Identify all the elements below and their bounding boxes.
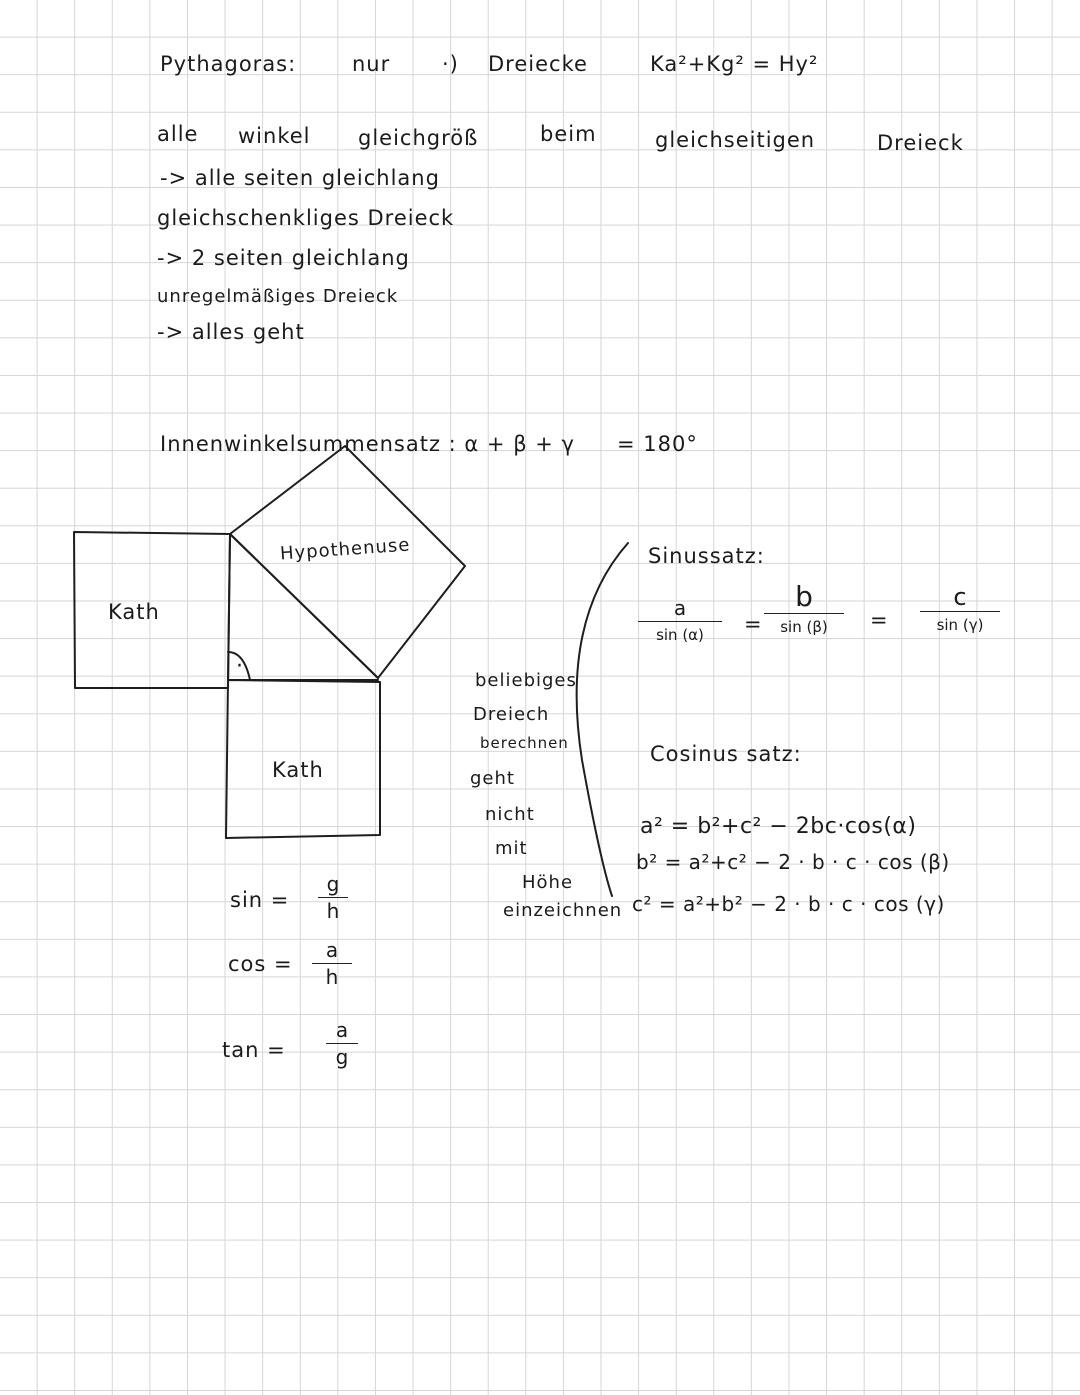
kath-bottom-label: Kath — [272, 758, 324, 782]
right-angle-dot: · — [236, 654, 244, 679]
sinussatz-c-fraction — [920, 584, 1000, 637]
equilateral-alle: alle — [157, 122, 199, 146]
sinussatz-b-num: b — [795, 580, 813, 613]
sinussatz-b-fraction — [764, 582, 844, 639]
equilateral-gleichgross: gleichgröß — [358, 126, 479, 150]
equilateral-detail: -> alle seiten gleichlang — [160, 166, 440, 190]
equilateral-beim: beim — [540, 122, 597, 146]
sinussatz-a-num: a — [673, 596, 687, 620]
tan-label: tan = — [222, 1038, 286, 1062]
sin-fraction — [318, 872, 348, 923]
pythagoras-bullet: ·) — [442, 52, 459, 76]
sinussatz-c-bar — [920, 611, 1000, 612]
pythagoras-dreiecke: Dreiecke — [488, 52, 588, 76]
sinussatz-a-fraction — [638, 596, 722, 647]
cos-denominator: h — [325, 965, 339, 989]
note-line-8: einzeichnen — [503, 900, 623, 921]
sinussatz-eq-2: = — [870, 608, 889, 632]
sinussatz-b-bar — [764, 613, 844, 614]
cosinussatz-eq-c: c² = a²+b² − 2 · b · c · cos (γ) — [632, 892, 945, 916]
angle-sum-result: = 180° — [617, 432, 698, 456]
pythagoras-formula: Ka²+Kg² = Hy² — [650, 52, 819, 76]
cosinussatz-eq-b: b² = a²+c² − 2 · b · c · cos (β) — [636, 850, 950, 874]
sinussatz-a-den: sin (α) — [656, 626, 704, 644]
note-line-4: geht — [470, 768, 515, 789]
tan-fraction-bar — [326, 1043, 358, 1044]
cos-numerator: a — [325, 938, 339, 962]
angle-sum-text: Innenwinkelsummensatz : α + β + γ — [160, 432, 575, 456]
cosinussatz-title: Cosinus satz: — [650, 742, 802, 766]
note-line-7: Höhe — [522, 872, 574, 893]
cos-label: cos = — [228, 952, 293, 976]
note-line-3: berechnen — [480, 734, 569, 752]
vertical-leg — [228, 534, 230, 682]
note-line-5: nicht — [485, 804, 535, 825]
note-line-2: Dreiech — [473, 704, 550, 725]
sin-fraction-bar — [318, 897, 348, 898]
sinussatz-c-num: c — [953, 583, 967, 611]
note-line-1: beliebiges — [475, 670, 577, 691]
sin-numerator: g — [326, 872, 340, 896]
hypothenuse-label: Hypothenuse — [279, 534, 411, 565]
pythagoras-label: Pythagoras: — [160, 52, 297, 76]
tan-fraction — [326, 1018, 358, 1069]
tan-denominator: g — [335, 1045, 349, 1069]
isosceles-detail: -> 2 seiten gleichlang — [157, 246, 410, 270]
isosceles-title: gleichschenkliges Dreieck — [157, 206, 455, 230]
equilateral-winkel: winkel — [238, 124, 311, 148]
big-bracket — [577, 543, 628, 896]
irregular-title: unregelmäßiges Dreieck — [157, 286, 399, 307]
sinussatz-c-den: sin (γ) — [936, 616, 984, 634]
sinussatz-b-den: sin (β) — [780, 618, 828, 636]
cos-fraction — [312, 938, 352, 989]
sinussatz-a-bar — [638, 621, 722, 622]
pythagoras-nur: nur — [352, 52, 391, 76]
note-line-6: mit — [495, 838, 528, 859]
tan-numerator: a — [335, 1018, 349, 1042]
sinussatz-eq-1: = — [744, 612, 763, 636]
hypotenuse-square — [230, 446, 465, 678]
kath-left-label: Kath — [108, 600, 160, 624]
sinussatz-title: Sinussatz: — [648, 544, 765, 568]
sin-denominator: h — [326, 899, 340, 923]
equilateral-dreieck: Dreieck — [877, 131, 964, 155]
irregular-detail: -> alles geht — [157, 320, 305, 344]
equilateral-gleichseitigen: gleichseitigen — [655, 128, 816, 152]
cos-fraction-bar — [312, 963, 352, 964]
cosinussatz-eq-a: a² = b²+c² − 2bc·cos(α) — [640, 814, 917, 839]
sin-label: sin = — [230, 888, 290, 912]
